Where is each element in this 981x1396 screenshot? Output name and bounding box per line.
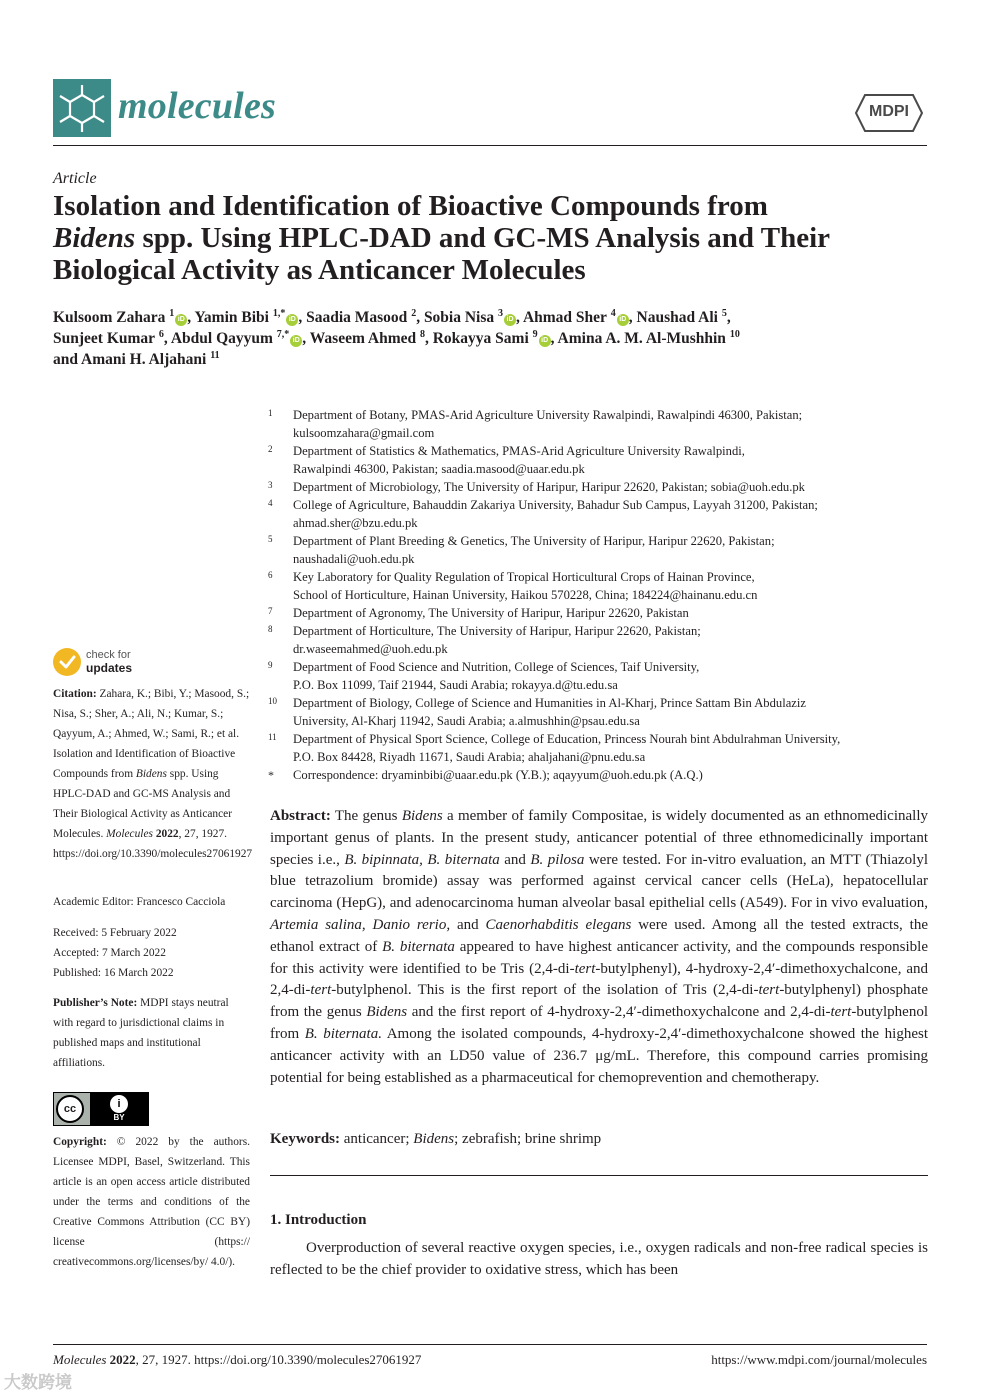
mdpi-logo — [855, 94, 923, 132]
molecule-icon — [53, 79, 111, 137]
author-line-3: and Amani H. Aljahani $^{11}$ — [53, 349, 220, 368]
affiliation: 4 College of Agriculture, Bahauddin Zakariya University, Bahadur Sub Campus, Layyah 31200, Pakistan; ahmad.sher@bzu.edu.pk — [268, 498, 818, 530]
cc-icon: cc — [56, 1095, 84, 1123]
affiliation: 1 Department of Botany, PMAS-Arid Agriculture University Rawalpindi, Rawalpindi 46300, Pakistan; kulsoomzahara@gmail.com — [268, 408, 803, 440]
check-for-updates-button[interactable]: check for updates — [53, 648, 193, 680]
author-name: Yamin Bibi — [194, 309, 269, 326]
watermark: 大数跨境 — [4, 1373, 72, 1393]
abstract-label: Abstract: — [270, 808, 331, 824]
title-line-2: Bidens spp. Using HPLC-DAD and GC-MS Analysis and Their — [53, 222, 831, 254]
author-name: Sobia Nisa — [423, 309, 495, 326]
affiliation: 3 Department of Microbiology, The University of Haripur, Haripur 22620, Pakistan; sobia@uoh.edu.pk — [268, 480, 805, 494]
keywords-label: Keywords: — [270, 1131, 340, 1147]
affiliation: 8 Department of Horticulture, The University of Haripur, Haripur 22620, Pakistan; dr.waseemahmed@uoh.edu.pk — [268, 624, 701, 656]
affiliation: 7 Department of Agronomy, The University of Haripur, Haripur 22620, Pakistan — [268, 606, 689, 620]
affiliation: 6 Key Laboratory for Quality Regulation of Tropical Horticultural Crops of Hainan Province, School of Horticulture, Hainan University, Haikou 570228, China; 184224@hainanu.edu.cn — [268, 570, 758, 602]
keywords: Keywords: anticancer; Bidens; zebrafish; brine shrimp — [270, 1131, 602, 1147]
author-name: and Amani H. Aljahani — [53, 351, 207, 368]
check-icon — [53, 648, 81, 676]
publisher-note: Publisher’s Note: MDPI stays neutral with regard to jurisdictional claims in published maps and institutional affiliations. — [53, 997, 229, 1069]
author-name: Ahmad Sher — [522, 309, 607, 326]
affiliation-list — [268, 406, 933, 784]
journal-logo — [53, 79, 111, 137]
author-name: Abdul Qayyum — [170, 330, 273, 347]
journal-name: molecules — [118, 85, 276, 127]
author-name: Rokayya Sami — [432, 330, 529, 347]
citation-block: Citation: Zahara, K.; Bibi, Y.; Masood, S.; Nisa, S.; Sher, A.; Ali, N.; Kumar, S.; Qayyum, A.; Ahmed, W.; Sami, R.; et al. Isolation and Identification of Bioactive Compounds from Bidens spp. Using HPLC-DAD and GC-MS Analysis and Their Biological Activity as Anticancer Molecules. Molecules 2022, 27, 1927. https://doi.org/10.3390/molecules27061927 — [53, 688, 253, 860]
affiliation: 11 Department of Physical Sport Science, College of Education, Princess Nourah bint Abdulrahman University, P.O. Box 84428, Riyadh 11671, Saudi Arabia; ahaljahani@pnu.edu.sa — [268, 732, 841, 764]
footer-rule — [53, 1344, 927, 1345]
accepted-date: Accepted: 7 March 2022 — [53, 947, 166, 959]
title-line-1: Isolation and Identification of Bioactive Compounds from — [53, 190, 768, 222]
mdpi-logo-text: MDPI — [869, 103, 909, 120]
header-rule — [53, 145, 927, 146]
introduction-paragraph: Overproduction of several reactive oxygen species, i.e., oxygen radicals and non-free radical species is reflected to be the chief provider to oxidative stress, which has been — [270, 1240, 928, 1278]
abstract: Abstract: The genus Bidens a member of family Compositae, is widely documented as an ethnomedicinally important genus of plants. In the present study, anticancer potential of three ethnomedicinally important species i.e., B. bipinnata, B. biternata and B. pilosa were tested. For in-vitro evaluation, an MTT (Thiazolyl blue tetrazolium bromide) assay was performed against cervical cancer cells (HeLa), hepatocellular carcinoma (HepG), and adenocarcinoma human alveolar basal epithelial cells (A549). For in vivo evaluation, Artemia salina, Danio rerio, and Caenorhabditis elegans were used. Among all the tested extracts, the ethanol extract of B. biternata appeared to have highest anticancer activity, and the compounds responsible for this activity were identified to be Tris (2,4-di-tert-butylphenyl), 4-hydroxy-2,4′-dimethoxychalcone, and 2,4-di-tert-butylphenol. This is the first report of the isolation of Tris (2,4-di-tert-butylphenyl) phosphate from the genus Bidens and the first report of 4-hydroxy-2,4′-dimethoxychalcone and 2,4-di-tert-butylphenol from B. biternata. Among the isolated compounds, 4-hydroxy-2,4′-dimethoxychalcone showed the highest anticancer activity with an LD50 value of 236.7 μg/mL. Therefore, this compound carries promising potential for being established as a pharmaceutical for chemoprevention and chemotherapy. — [270, 808, 929, 1086]
orcid-icon[interactable]: iD — [290, 335, 302, 347]
author-name: Saadia Masood — [306, 309, 408, 326]
author-name: Sunjeet Kumar — [53, 330, 156, 347]
cc-by-license-badge[interactable] — [53, 1092, 149, 1126]
cc-by-label: BY — [113, 1113, 125, 1122]
affiliation: 5 Department of Plant Breeding & Genetics, The University of Haripur, Haripur 22620, Pakistan; naushadali@uoh.edu.pk — [268, 534, 775, 566]
orcid-icon[interactable]: iD — [286, 314, 298, 326]
title-line-3: Biological Activity as Anticancer Molecules — [53, 254, 586, 286]
author-list — [53, 307, 933, 370]
attribution-icon: i — [110, 1095, 128, 1113]
orcid-icon[interactable]: iD — [175, 314, 187, 326]
affiliation: 10 Department of Biology, College of Science and Humanities in Al-Kharj, Prince Sattam Bin Abdulaziz University, Al-Kharj 11942, Saudi Arabia; a.almushhin@psau.edu.sa — [268, 696, 806, 728]
author-name: Naushad Ali — [636, 309, 718, 326]
author-line-2: Sunjeet Kumar $^6$, Abdul Qayyum $^{7,*}$iD , Waseem Ahmed $^8$, Rokayya Sami $^9$iD , Amina A. M. Al-Mushhin $^{10}$ — [53, 328, 740, 347]
article-type: Article — [53, 170, 97, 187]
author-name: Kulsoom Zahara — [53, 309, 166, 326]
author-line-1: Kulsoom Zahara $^1$iD , Yamin Bibi $^{1,*}$iD , Saadia Masood $^2$, Sobia Nisa $^3$iD , Ahmad Sher $^4$iD , Naushad Ali $^5$, — [53, 307, 731, 326]
section-divider — [270, 1175, 928, 1176]
title-genus: Bidens — [53, 222, 136, 254]
affiliation: 9 Department of Food Science and Nutrition, College of Sciences, Taif University, P.O. Box 11099, Taif 21944, Saudi Arabia; rokayya.d@tu.edu.sa — [268, 660, 700, 692]
footer-citation: Molecules 2022, 27, 1927. https://doi.org/10.3390/molecules27061927 — [53, 1352, 422, 1367]
section-heading: 1. Introduction — [270, 1212, 367, 1228]
copyright-block: Copyright: © 2022 by the authors. Licensee MDPI, Basel, Switzerland. This article is an open access article distributed under the terms and conditions of the Creative Commons Attribution (CC BY) license (https:// creativecommons.org/licenses/by/ 4.0/). — [53, 1136, 250, 1268]
orcid-icon[interactable]: iD — [504, 314, 516, 326]
correspondence: * Correspondence: dryaminbibi@uaar.edu.pk (Y.B.); aqayyum@uoh.edu.pk (A.Q.) — [268, 768, 703, 782]
academic-editor: Academic Editor: Francesco Cacciola — [53, 896, 226, 908]
received-date: Received: 5 February 2022 — [53, 927, 177, 939]
author-name: Waseem Ahmed — [309, 330, 417, 347]
journal-url-link[interactable]: https://www.mdpi.com/journal/molecules — [711, 1352, 927, 1367]
paper-title — [53, 190, 933, 286]
orcid-icon[interactable]: iD — [617, 314, 629, 326]
affiliation: 2 Department of Statistics & Mathematics, PMAS-Arid Agriculture University Rawalpindi, Rawalpindi 46300, Pakistan; saadia.masood@uaar.edu.pk — [268, 444, 745, 476]
orcid-icon[interactable]: iD — [539, 335, 551, 347]
published-date: Published: 16 March 2022 — [53, 967, 174, 979]
author-name: Amina A. M. Al-Mushhin — [557, 330, 726, 347]
